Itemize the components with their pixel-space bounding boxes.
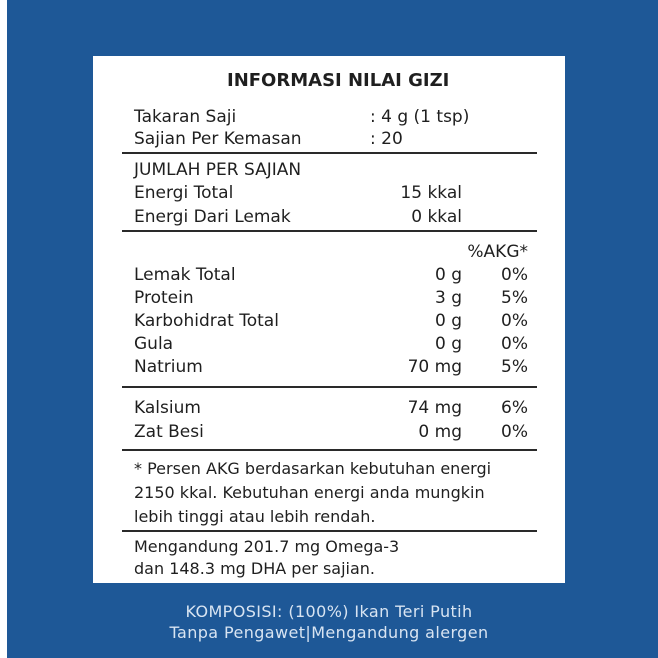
serving-size-value: : 4 g (1 tsp) xyxy=(370,107,470,127)
nutrient-name: Protein xyxy=(134,288,194,308)
mineral-akg: 0% xyxy=(501,422,528,442)
servings-per-pack-label: Sajian Per Kemasan xyxy=(134,129,302,149)
energy-fat-value: 0 kkal xyxy=(411,207,462,227)
omega-line: Mengandung 201.7 mg Omega-3 xyxy=(134,537,400,556)
nutrient-name: Lemak Total xyxy=(134,265,236,285)
omega-line: dan 148.3 mg DHA per sajian. xyxy=(134,559,376,578)
mineral-amount: 0 mg xyxy=(418,422,462,442)
nutrient-akg: 5% xyxy=(501,357,528,377)
divider xyxy=(122,449,537,451)
allergen-text: Tanpa Pengawet|Mengandung alergen xyxy=(169,623,489,642)
nutrient-akg: 0% xyxy=(501,265,528,285)
footnote-line: * Persen AKG berdasarkan kebutuhan energi xyxy=(134,459,492,478)
energy-total-value: 15 kkal xyxy=(400,183,462,203)
mineral-akg: 6% xyxy=(501,398,528,418)
energy-total-label: Energi Total xyxy=(134,183,234,203)
nutrient-akg: 5% xyxy=(501,288,528,308)
label-title: INFORMASI NILAI GIZI xyxy=(227,70,450,91)
nutrient-name: Natrium xyxy=(134,357,203,377)
divider xyxy=(122,530,537,532)
footnote-line: 2150 kkal. Kebutuhan energi anda mungkin xyxy=(134,483,485,502)
nutrient-name: Gula xyxy=(134,334,174,354)
akg-header: %AKG* xyxy=(467,242,528,262)
nutrient-name: Karbohidrat Total xyxy=(134,311,279,331)
servings-per-pack-value: : 20 xyxy=(370,129,403,149)
footnote-line: lebih tinggi atau lebih rendah. xyxy=(134,507,376,526)
energy-fat-label: Energi Dari Lemak xyxy=(134,207,291,227)
serving-size-label: Takaran Saji xyxy=(134,107,237,127)
composition-text: KOMPOSISI: (100%) Ikan Teri Putih xyxy=(185,602,473,621)
nutrient-amount: 0 g xyxy=(434,334,462,354)
nutrient-amount: 0 g xyxy=(434,311,462,331)
divider xyxy=(122,386,537,388)
nutrient-amount: 0 g xyxy=(434,265,462,285)
mineral-amount: 74 mg xyxy=(407,398,462,418)
nutrient-amount: 70 mg xyxy=(407,357,462,377)
nutrient-akg: 0% xyxy=(501,334,528,354)
divider xyxy=(122,230,537,232)
mineral-name: Zat Besi xyxy=(134,422,204,442)
nutrient-akg: 0% xyxy=(501,311,528,331)
mineral-name: Kalsium xyxy=(134,398,201,418)
divider xyxy=(122,152,537,154)
nutrient-amount: 3 g xyxy=(434,288,462,308)
amount-per-serving-heading: JUMLAH PER SAJIAN xyxy=(134,160,302,180)
